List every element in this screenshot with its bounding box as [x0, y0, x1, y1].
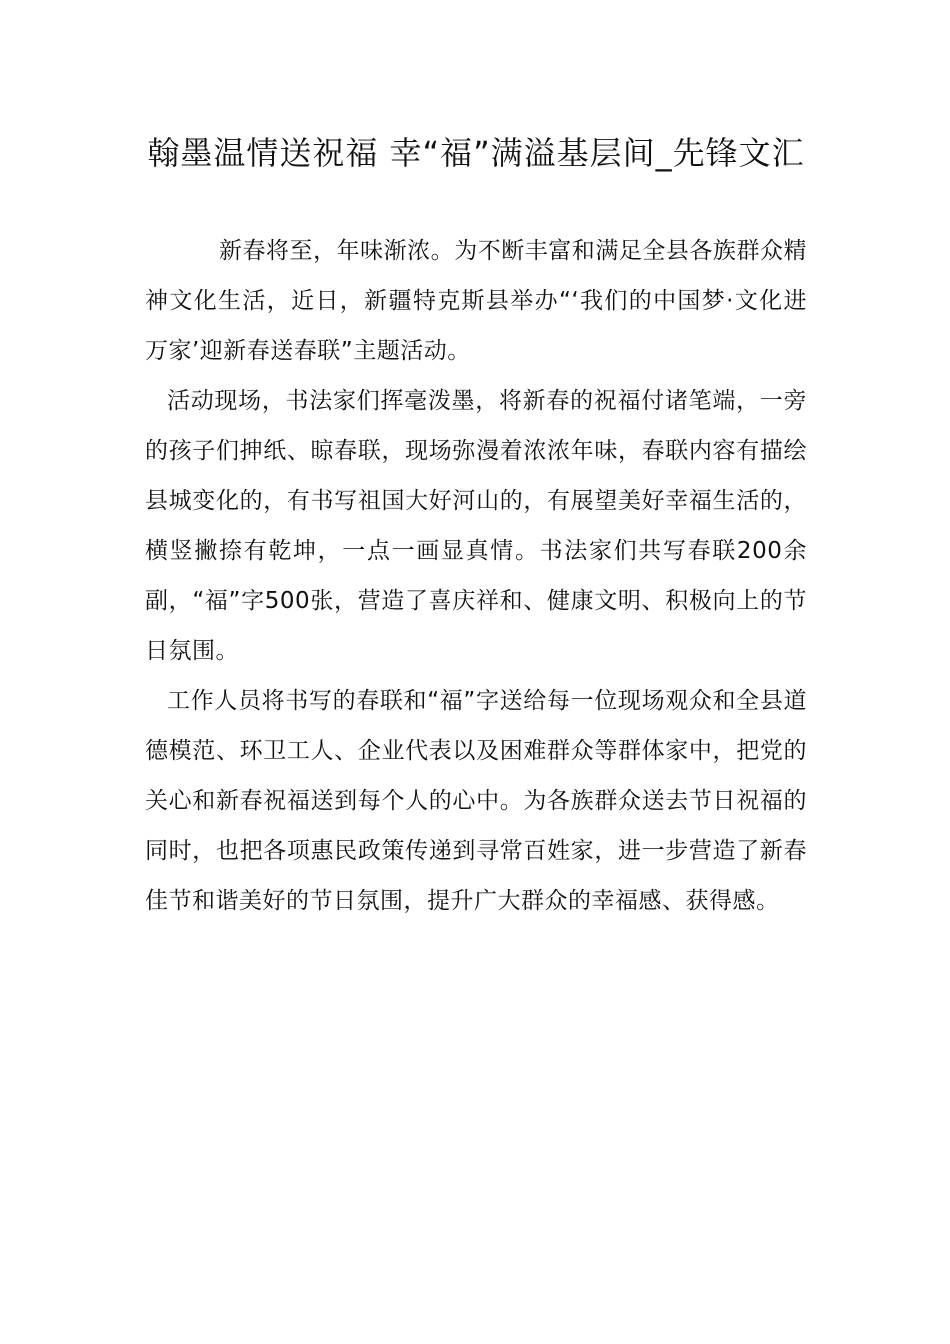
paragraph-distribution: 工作人员将书写的春联和“福”字送给每一位现场观众和全县道德模范、环卫工人、企业代表以及困难群众等群体家中，把党的关心和新春祝福送到每个人的心中。为各族群众送去节日祝福的同时，也把各项惠民政策传递到寻常百姓家，进一步营造了新春佳节和谐美好的节日氛围，提升广大群众的幸福感、获得感。 — [145, 688, 807, 914]
document-body — [145, 226, 807, 926]
document-title: 翰墨温情送祝福 幸“福”满溢基层间_先锋文汇 — [147, 134, 805, 172]
paragraph-event-scene: 活动现场，书法家们挥毫泼墨，将新春的祝福付诸笔端，一旁的孩子们抻纸、晾春联，现场弥漫着浓浓年味，春联内容有描绘县城变化的，有书写祖国大好河山的，有展望美好幸福生活的，横竖撇捺有乾坤，一点一画显真情。书法家们共写春联200余副，“福”字500张，营造了喜庆祥和、健康文明、积极向上的节日氛围。 — [145, 388, 807, 664]
paragraph-intro: 新春将至，年味渐浓。为不断丰富和满足全县各族群众精神文化生活，近日，新疆特克斯县举办“‘我们的中国梦·文化进万家’迎新春送春联”主题活动。 — [145, 238, 807, 364]
